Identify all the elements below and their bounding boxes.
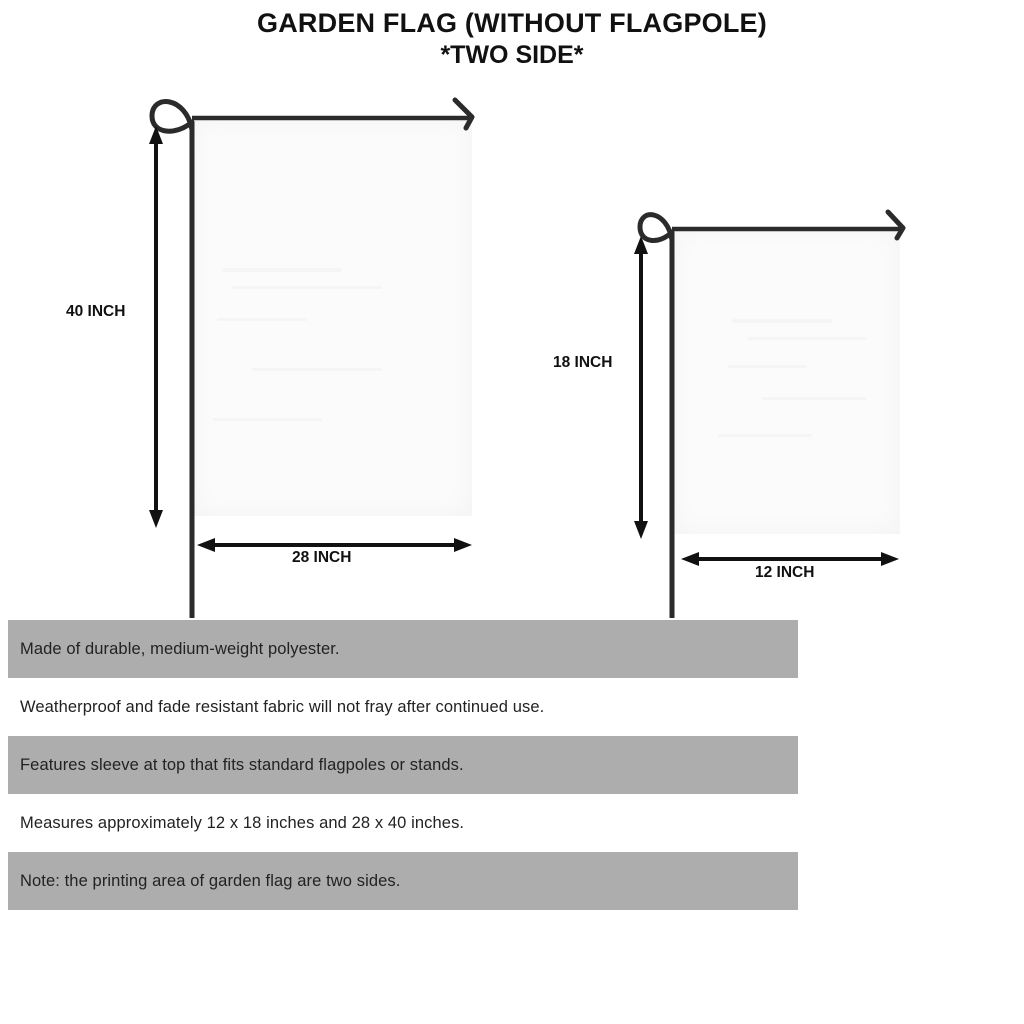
feature-text: Features sleeve at top that fits standard flagpoles or stands.: [20, 755, 464, 774]
small-width-arrow-left: [681, 552, 699, 566]
large-flag-width-label: 28 INCH: [292, 549, 352, 566]
small-flag-width-label: 12 INCH: [755, 564, 815, 581]
feature-text: Made of durable, medium-weight polyester.: [20, 639, 340, 658]
fabric-fold: [747, 337, 867, 340]
feature-row: [8, 852, 798, 910]
fabric-fold: [717, 434, 812, 437]
feature-row: [8, 620, 798, 678]
small-flag-pole-hook-icon: [640, 215, 672, 241]
feature-text: Weatherproof and fade resistant fabric will not fray after continued use.: [20, 697, 545, 716]
feature-row: [8, 678, 798, 736]
large-width-arrow-left: [197, 538, 215, 552]
small-width-arrow-right: [881, 552, 899, 566]
page-subtitle: *TWO SIDE*: [440, 41, 584, 69]
fabric-fold: [232, 286, 382, 289]
fabric-fold: [727, 365, 807, 368]
fabric-fold: [732, 319, 832, 323]
fabric-fold: [222, 268, 342, 272]
feature-text: Measures approximately 12 x 18 inches and 28 x 40 inches.: [20, 813, 465, 832]
large-flag-cloth: [192, 118, 472, 516]
feature-row: [8, 794, 798, 852]
small-height-arrow-down: [634, 521, 648, 539]
large-height-arrow-down: [149, 510, 163, 528]
large-width-arrow-right: [454, 538, 472, 552]
large-height-arrow-up: [149, 126, 163, 144]
fabric-fold: [212, 418, 322, 421]
fabric-fold: [217, 318, 307, 321]
fabric-fold: [762, 397, 867, 400]
feature-text: Note: the printing area of garden flag are two sides.: [20, 871, 401, 890]
fabric-fold: [252, 368, 382, 371]
large-flag-pole-hook-icon: [152, 102, 192, 132]
large-flag-height-label: 40 INCH: [66, 303, 126, 320]
title-block: [0, 6, 1024, 70]
small-flag-cloth: [672, 229, 900, 534]
small-height-arrow-up: [634, 236, 648, 254]
feature-row: [8, 736, 798, 794]
feature-list: [8, 620, 798, 910]
page-title: GARDEN FLAG (WITHOUT FLAGPOLE): [257, 8, 767, 38]
small-flag-height-label: 18 INCH: [553, 354, 613, 371]
